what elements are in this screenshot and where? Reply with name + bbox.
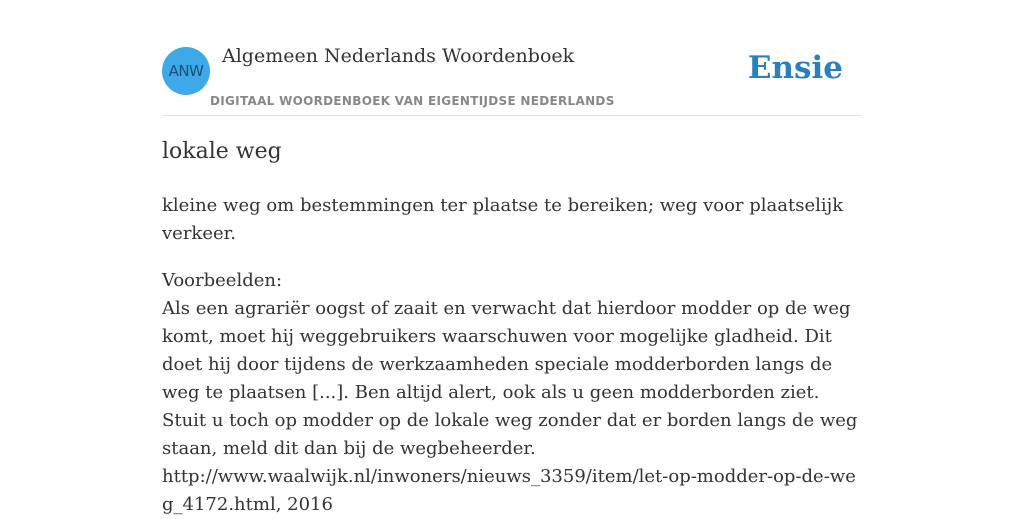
examples-section — [162, 267, 862, 519]
examples-label: Voorbeelden: — [162, 270, 283, 291]
logo-text: ANW — [168, 62, 204, 80]
example-source-link[interactable]: http://www.waalwijk.nl/inwoners/nieuws_3359/item/let-op-modder-op-de-weg_4172.html, 2016 — [162, 466, 856, 515]
entry-definition: kleine weg om bestemmingen ter plaatse te bereiken; weg voor plaatselijk verkeer. — [162, 195, 844, 244]
anw-logo[interactable] — [162, 47, 210, 95]
header-divider — [162, 115, 862, 116]
site-subtitle: DIGITAAL WOORDENBOEK VAN EIGENTIJDSE NEDERLANDS — [210, 94, 615, 108]
example-text: Als een agrariër oogst of zaait en verwacht dat hierdoor modder op de weg komt, moet hij weggebruikers waarschuwen voor mogelijke gladheid. Dit doet hij door tijdens de werkzaamheden speciale modderborden langs de weg te plaatsen [...]. Ben altijd alert, ook als u geen modderborden ziet. Stuit u toch op modder op de lokale weg zonder dat er borden langs de weg staan, meld dit dan bij de wegbeheerder. — [162, 298, 858, 459]
page — [162, 0, 862, 515]
entry-title: lokale weg — [162, 139, 282, 164]
ensie-brand-link[interactable]: Ensie — [747, 50, 843, 86]
site-title[interactable]: Algemeen Nederlands Woordenboek — [222, 45, 575, 67]
